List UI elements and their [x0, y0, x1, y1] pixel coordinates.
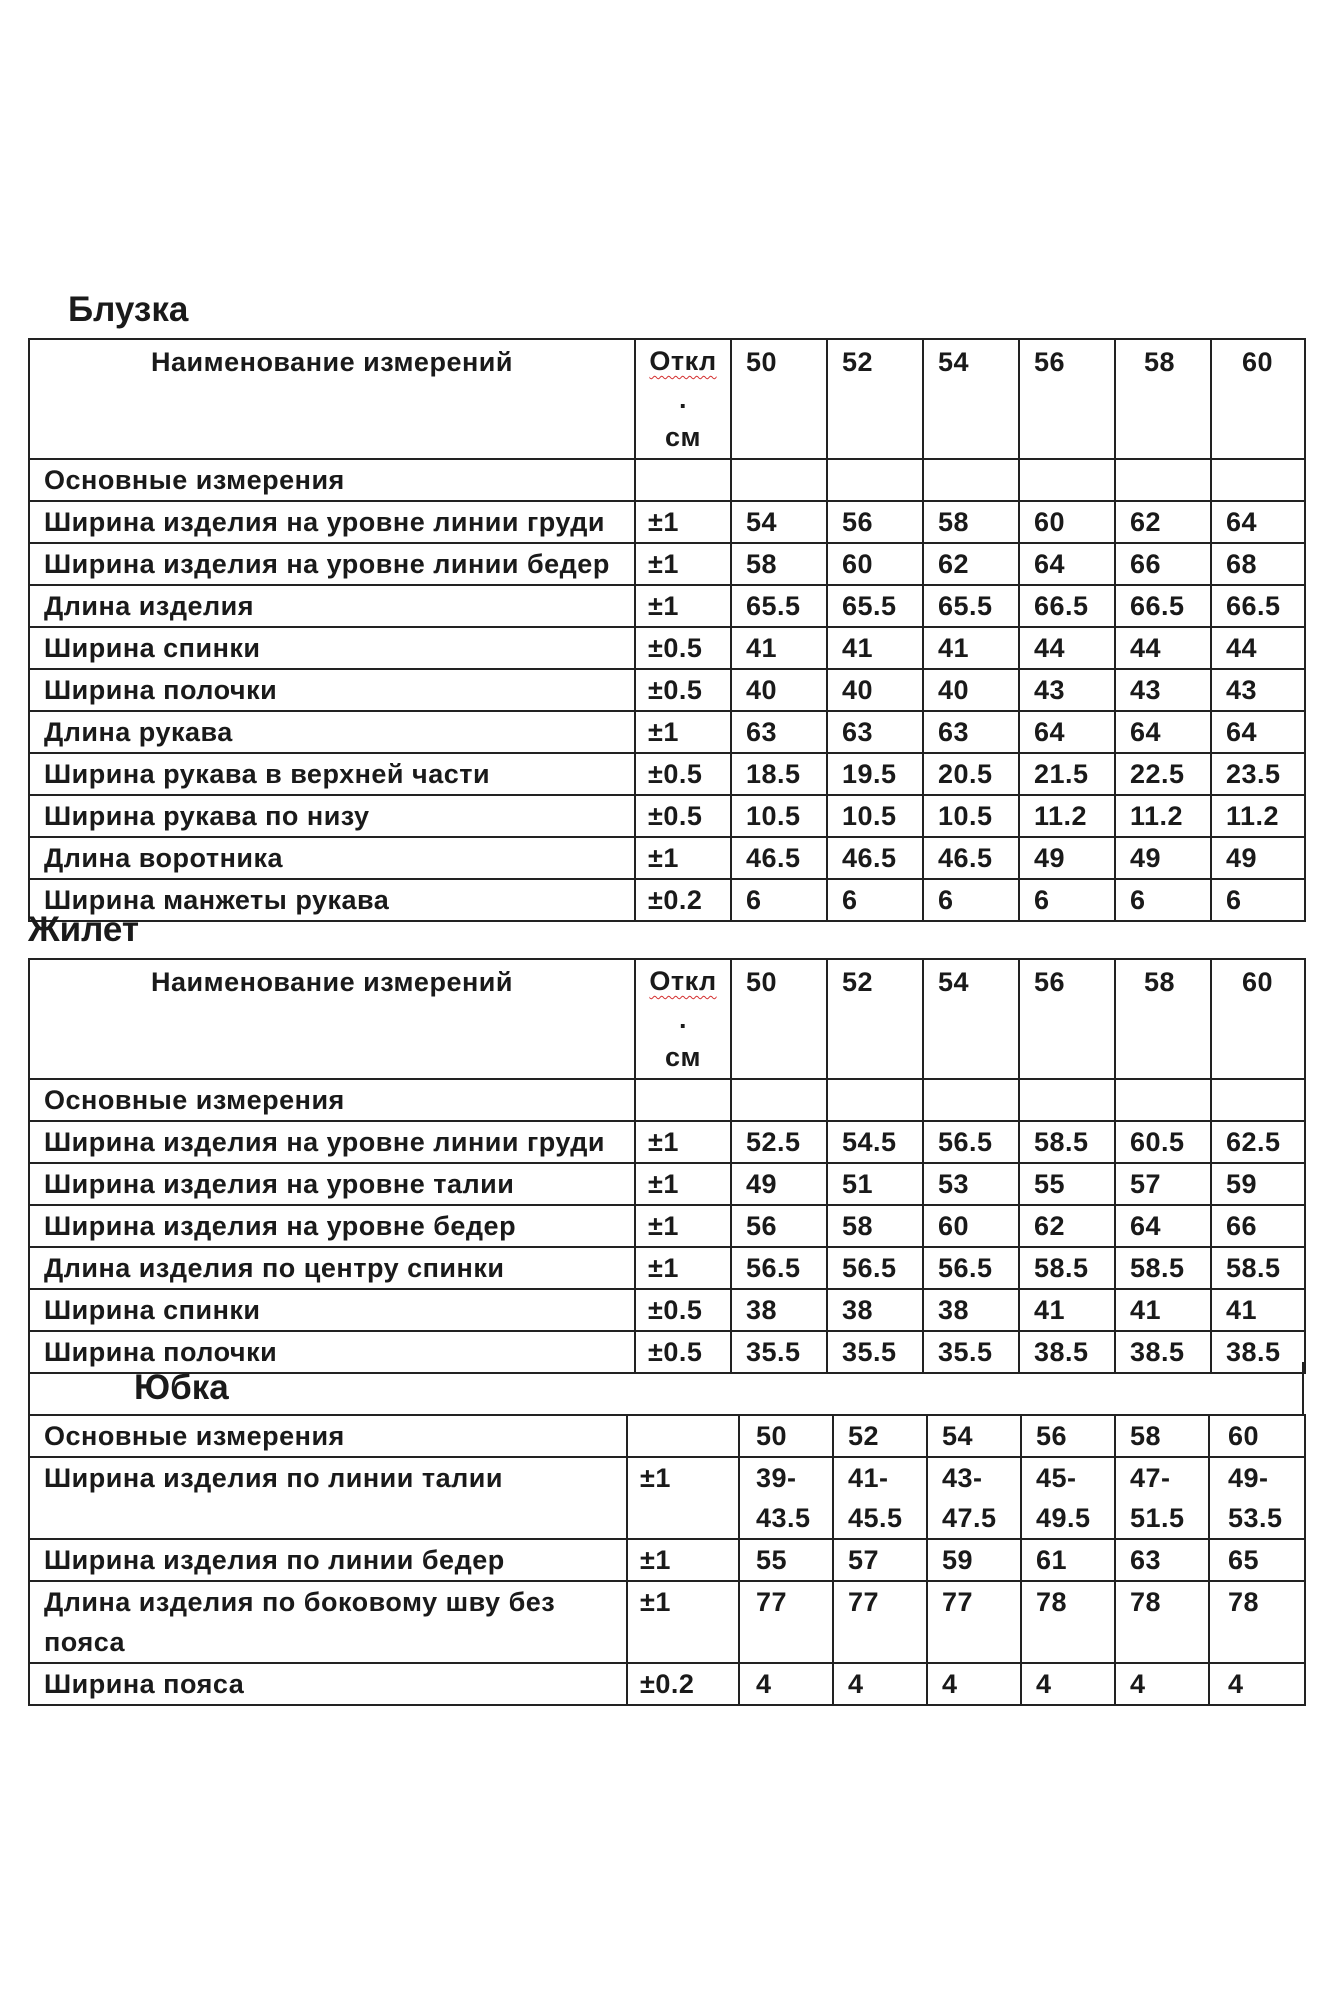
column-header-size: 58 [1115, 339, 1211, 459]
size-value-cell: 62 [923, 543, 1019, 585]
size-value-cell: 35.5 [731, 1331, 827, 1373]
size-value-cell: 49 [1115, 837, 1211, 879]
column-header-size: 56 [1021, 1415, 1115, 1457]
size-value-cell: 66 [1115, 543, 1211, 585]
table-row [29, 1247, 1305, 1289]
tolerance-cell: ±0.2 [635, 879, 731, 921]
size-value-cell: 52.5 [731, 1121, 827, 1163]
size-value-cell: 38 [731, 1289, 827, 1331]
tolerance-cell: ±1 [635, 585, 731, 627]
size-value-cell: 43 [1019, 669, 1115, 711]
size-value-cell [1115, 459, 1211, 501]
size-value-cell: 6 [923, 879, 1019, 921]
size-value-cell: 11.2 [1019, 795, 1115, 837]
size-value-cell: 4 [1115, 1663, 1209, 1705]
size-value-cell: 11.2 [1211, 795, 1305, 837]
size-value-cell: 59 [1211, 1163, 1305, 1205]
size-value-cell: 60 [1019, 501, 1115, 543]
size-value-cell: 47- 51.5 [1115, 1457, 1209, 1539]
size-value-cell: 21.5 [1019, 753, 1115, 795]
size-value-cell: 41 [1019, 1289, 1115, 1331]
size-value-cell: 49- 53.5 [1209, 1457, 1305, 1539]
size-value-cell: 19.5 [827, 753, 923, 795]
tolerance-cell: ±1 [627, 1581, 739, 1663]
size-value-cell: 58.5 [1115, 1247, 1211, 1289]
size-value-cell: 43 [1211, 669, 1305, 711]
size-value-cell: 11.2 [1115, 795, 1211, 837]
table-row [29, 1205, 1305, 1247]
table-row [29, 501, 1305, 543]
size-value-cell: 10.5 [827, 795, 923, 837]
size-value-cell: 6 [1115, 879, 1211, 921]
size-value-cell: 10.5 [731, 795, 827, 837]
skirt-table-body [29, 1415, 1305, 1705]
size-value-cell [1115, 1079, 1211, 1121]
table-row [29, 795, 1305, 837]
size-value-cell: 40 [731, 669, 827, 711]
size-value-cell: 6 [827, 879, 923, 921]
size-value-cell: 56 [731, 1205, 827, 1247]
column-header-size: 56 [1019, 959, 1115, 1079]
size-value-cell: 38.5 [1019, 1331, 1115, 1373]
tolerance-cell: ±0.2 [627, 1663, 739, 1705]
size-value-cell: 23.5 [1211, 753, 1305, 795]
size-value-cell: 43 [1115, 669, 1211, 711]
size-value-cell: 6 [1019, 879, 1115, 921]
tolerance-cell: ±0.5 [635, 1331, 731, 1373]
size-value-cell: 43- 47.5 [927, 1457, 1021, 1539]
size-value-cell: 55 [1019, 1163, 1115, 1205]
size-value-cell: 58.5 [1019, 1121, 1115, 1163]
size-value-cell [923, 459, 1019, 501]
size-value-cell [923, 1079, 1019, 1121]
measurement-name: Длина изделия по боковому шву без пояса [29, 1581, 627, 1663]
size-value-cell: 38.5 [1211, 1331, 1305, 1373]
tolerance-cell: ±1 [635, 1247, 731, 1289]
size-value-cell: 35.5 [923, 1331, 1019, 1373]
column-header-name: Основные измерения [29, 1415, 627, 1457]
table-row [29, 1539, 1305, 1581]
size-value-cell: 58.5 [1019, 1247, 1115, 1289]
column-header-size: 60 [1211, 959, 1305, 1079]
blouse-table-body [29, 339, 1305, 921]
size-value-cell: 56.5 [731, 1247, 827, 1289]
deviation-header-line1: Откл [649, 966, 717, 996]
skirt-title: Юбка [134, 1368, 229, 1407]
size-value-cell: 57 [1115, 1163, 1211, 1205]
deviation-header-line3: см [665, 422, 701, 452]
size-value-cell: 44 [1211, 627, 1305, 669]
table-row [29, 543, 1305, 585]
size-value-cell: 46.5 [923, 837, 1019, 879]
column-header-size: 54 [923, 339, 1019, 459]
size-value-cell: 63 [923, 711, 1019, 753]
size-value-cell: 38 [827, 1289, 923, 1331]
size-value-cell: 53 [923, 1163, 1019, 1205]
table-row [29, 459, 1305, 501]
measurement-name: Ширина изделия на уровне линии груди [29, 1121, 635, 1163]
size-value-cell: 51 [827, 1163, 923, 1205]
size-value-cell: 56.5 [923, 1121, 1019, 1163]
measurement-name: Основные измерения [29, 459, 635, 501]
table-row [29, 1121, 1305, 1163]
size-value-cell: 41 [1115, 1289, 1211, 1331]
size-value-cell: 64 [1115, 1205, 1211, 1247]
column-header-size: 50 [731, 959, 827, 1079]
column-header-deviation [627, 1415, 739, 1457]
tolerance-cell: ±1 [635, 711, 731, 753]
size-value-cell: 40 [923, 669, 1019, 711]
size-value-cell: 65.5 [827, 585, 923, 627]
tolerance-cell: ±1 [635, 1205, 731, 1247]
table-row [29, 753, 1305, 795]
column-header-deviation [635, 959, 731, 1079]
size-value-cell: 49 [1211, 837, 1305, 879]
table-row [29, 1163, 1305, 1205]
table-row [29, 627, 1305, 669]
tolerance-cell: ±1 [635, 501, 731, 543]
measurement-name: Ширина изделия на уровне бедер [29, 1205, 635, 1247]
size-value-cell: 58.5 [1211, 1247, 1305, 1289]
size-value-cell: 64 [1211, 711, 1305, 753]
size-value-cell: 58 [923, 501, 1019, 543]
size-value-cell [827, 1079, 923, 1121]
size-value-cell: 63 [827, 711, 923, 753]
size-value-cell: 54.5 [827, 1121, 923, 1163]
size-value-cell: 22.5 [1115, 753, 1211, 795]
size-value-cell: 64 [1019, 543, 1115, 585]
size-value-cell: 65.5 [923, 585, 1019, 627]
measurement-name: Ширина изделия на уровне талии [29, 1163, 635, 1205]
table-row [29, 585, 1305, 627]
measurement-name: Ширина спинки [29, 1289, 635, 1331]
vest-size-table [28, 958, 1306, 1374]
size-value-cell: 41 [731, 627, 827, 669]
size-value-cell: 45- 49.5 [1021, 1457, 1115, 1539]
column-header-size: 58 [1115, 1415, 1209, 1457]
table-row [29, 1457, 1305, 1539]
size-value-cell: 4 [739, 1663, 833, 1705]
table-row [29, 837, 1305, 879]
measurement-name: Ширина изделия по линии бедер [29, 1539, 627, 1581]
size-value-cell: 41 [1211, 1289, 1305, 1331]
column-header-size: 50 [731, 339, 827, 459]
column-header-size: 52 [833, 1415, 927, 1457]
table-row [29, 1289, 1305, 1331]
table-row [29, 879, 1305, 921]
size-value-cell [1211, 1079, 1305, 1121]
tolerance-cell: ±1 [627, 1539, 739, 1581]
measurement-name: Длина воротника [29, 837, 635, 879]
size-value-cell: 60.5 [1115, 1121, 1211, 1163]
size-value-cell: 41- 45.5 [833, 1457, 927, 1539]
tolerance-cell [635, 1079, 731, 1121]
size-value-cell: 6 [731, 879, 827, 921]
size-value-cell: 56.5 [827, 1247, 923, 1289]
size-value-cell: 64 [1019, 711, 1115, 753]
size-value-cell: 60 [827, 543, 923, 585]
size-value-cell: 49 [1019, 837, 1115, 879]
table-header-row [29, 1415, 1305, 1457]
size-value-cell: 49 [731, 1163, 827, 1205]
tolerance-cell: ±0.5 [635, 1289, 731, 1331]
size-value-cell: 44 [1115, 627, 1211, 669]
size-value-cell: 41 [923, 627, 1019, 669]
table-row [29, 1079, 1305, 1121]
size-value-cell: 56.5 [923, 1247, 1019, 1289]
column-header-size: 56 [1019, 339, 1115, 459]
size-value-cell [1211, 459, 1305, 501]
size-value-cell: 41 [827, 627, 923, 669]
size-value-cell: 44 [1019, 627, 1115, 669]
size-value-cell: 46.5 [827, 837, 923, 879]
size-value-cell: 65.5 [731, 585, 827, 627]
size-value-cell: 78 [1115, 1581, 1209, 1663]
size-value-cell: 77 [833, 1581, 927, 1663]
deviation-header-line2: . [678, 1004, 687, 1034]
size-value-cell: 4 [1209, 1663, 1305, 1705]
column-header-name: Наименование измерений [29, 959, 635, 1079]
vest-title: Жилет [28, 910, 140, 949]
size-value-cell: 58 [827, 1205, 923, 1247]
size-value-cell: 35.5 [827, 1331, 923, 1373]
size-value-cell: 4 [927, 1663, 1021, 1705]
tolerance-cell: ±0.5 [635, 627, 731, 669]
measurement-name: Ширина пояса [29, 1663, 627, 1705]
size-value-cell: 64 [1211, 501, 1305, 543]
measurement-name: Ширина манжеты рукава [29, 879, 635, 921]
size-value-cell: 40 [827, 669, 923, 711]
measurement-name: Ширина спинки [29, 627, 635, 669]
table-row [29, 711, 1305, 753]
size-value-cell: 66.5 [1211, 585, 1305, 627]
size-value-cell [1019, 459, 1115, 501]
size-value-cell: 62 [1019, 1205, 1115, 1247]
size-value-cell: 77 [927, 1581, 1021, 1663]
size-value-cell [827, 459, 923, 501]
size-value-cell: 61 [1021, 1539, 1115, 1581]
measurement-name: Длина изделия по центру спинки [29, 1247, 635, 1289]
tolerance-cell: ±1 [635, 1163, 731, 1205]
column-header-size: 50 [739, 1415, 833, 1457]
size-value-cell: 65 [1209, 1539, 1305, 1581]
blouse-size-table [28, 338, 1306, 922]
tolerance-cell: ±1 [635, 1121, 731, 1163]
size-value-cell: 39- 43.5 [739, 1457, 833, 1539]
table-row [29, 669, 1305, 711]
column-header-size: 52 [827, 959, 923, 1079]
vest-table-body [29, 959, 1305, 1373]
skirt-size-table [28, 1414, 1306, 1706]
size-value-cell: 78 [1021, 1581, 1115, 1663]
deviation-header-line2: . [678, 384, 687, 414]
measurement-name: Ширина изделия на уровне линии груди [29, 501, 635, 543]
measurement-name: Основные измерения [29, 1079, 635, 1121]
measurement-name: Ширина изделия по линии талии [29, 1457, 627, 1539]
size-value-cell: 18.5 [731, 753, 827, 795]
size-value-cell: 63 [731, 711, 827, 753]
size-value-cell: 56 [827, 501, 923, 543]
tolerance-cell [635, 459, 731, 501]
size-value-cell: 68 [1211, 543, 1305, 585]
size-value-cell: 54 [731, 501, 827, 543]
column-header-size: 52 [827, 339, 923, 459]
measurement-name: Ширина рукава по низу [29, 795, 635, 837]
tolerance-cell: ±1 [635, 837, 731, 879]
column-header-size: 60 [1211, 339, 1305, 459]
size-value-cell: 66.5 [1019, 585, 1115, 627]
table-row [29, 1663, 1305, 1705]
size-value-cell: 10.5 [923, 795, 1019, 837]
size-value-cell: 77 [739, 1581, 833, 1663]
table-header-row [29, 339, 1305, 459]
table-row [29, 1581, 1305, 1663]
size-value-cell: 64 [1115, 711, 1211, 753]
measurement-name: Ширина полочки [29, 669, 635, 711]
size-value-cell: 38.5 [1115, 1331, 1211, 1373]
size-value-cell [731, 1079, 827, 1121]
measurement-name: Ширина полочки [29, 1331, 635, 1373]
column-header-name: Наименование измерений [29, 339, 635, 459]
size-value-cell: 57 [833, 1539, 927, 1581]
size-value-cell: 4 [1021, 1663, 1115, 1705]
measurement-name: Длина изделия [29, 585, 635, 627]
blouse-title: Блузка [68, 290, 189, 329]
size-value-cell: 60 [923, 1205, 1019, 1247]
deviation-header-line3: см [665, 1042, 701, 1072]
measurement-name: Ширина изделия на уровне линии бедер [29, 543, 635, 585]
size-value-cell: 46.5 [731, 837, 827, 879]
table-header-row [29, 959, 1305, 1079]
size-value-cell: 6 [1211, 879, 1305, 921]
size-value-cell: 66.5 [1115, 585, 1211, 627]
size-value-cell [731, 459, 827, 501]
column-header-size: 54 [927, 1415, 1021, 1457]
size-value-cell: 58 [731, 543, 827, 585]
size-value-cell: 20.5 [923, 753, 1019, 795]
size-value-cell [1019, 1079, 1115, 1121]
size-value-cell: 78 [1209, 1581, 1305, 1663]
tolerance-cell: ±1 [635, 543, 731, 585]
column-header-size: 60 [1209, 1415, 1305, 1457]
size-value-cell: 63 [1115, 1539, 1209, 1581]
column-header-size: 58 [1115, 959, 1211, 1079]
size-value-cell: 4 [833, 1663, 927, 1705]
tolerance-cell: ±1 [627, 1457, 739, 1539]
measurement-name: Ширина рукава в верхней части [29, 753, 635, 795]
column-header-size: 54 [923, 959, 1019, 1079]
column-header-deviation [635, 339, 731, 459]
size-value-cell: 62.5 [1211, 1121, 1305, 1163]
tolerance-cell: ±0.5 [635, 753, 731, 795]
size-value-cell: 66 [1211, 1205, 1305, 1247]
deviation-header-line1: Откл [649, 346, 717, 376]
tolerance-cell: ±0.5 [635, 795, 731, 837]
size-value-cell: 59 [927, 1539, 1021, 1581]
tolerance-cell: ±0.5 [635, 669, 731, 711]
size-value-cell: 62 [1115, 501, 1211, 543]
size-value-cell: 38 [923, 1289, 1019, 1331]
size-value-cell: 55 [739, 1539, 833, 1581]
measurement-name: Длина рукава [29, 711, 635, 753]
